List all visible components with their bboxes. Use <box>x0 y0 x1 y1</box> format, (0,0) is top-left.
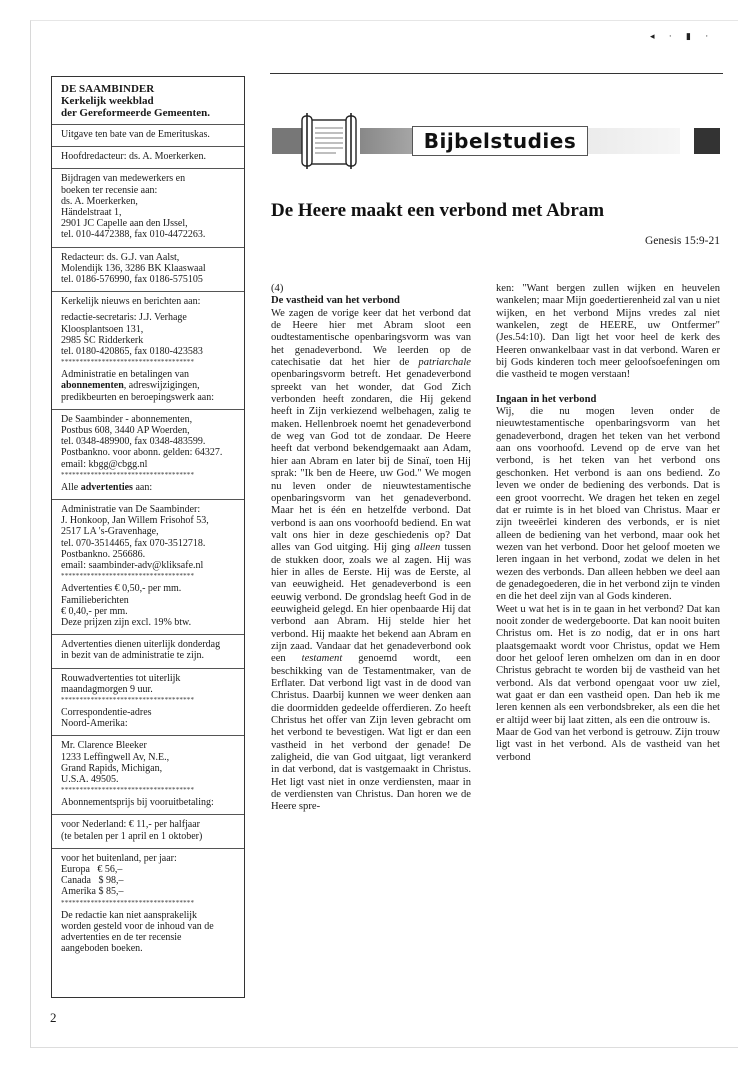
church-news-address: Kerkelijk nieuws en berichten aan: redactie-secretaris: J.J. Verhage Kloosplantsoen 131, 2985 SC Ridderkerk tel. 0180-420865, fax 0180-423583 <box>61 296 203 358</box>
article-column-1 <box>271 283 471 814</box>
scripture-reference: Genesis 15:9-21 <box>644 235 720 247</box>
administration-intro: Administratie en betalingen van abonnementen, adreswijzigingen, predikbeurten en beroepingswerk aan: <box>61 369 214 403</box>
administration-address: De Saambinder - abonnementen, Postbus 608, 3440 AP Woerden, tel. 0348-489900, fax 0348-483599. Postbankno. voor abonn. gelden: 64327. email: kbgg@cbgg.nl <box>61 413 223 470</box>
paragraph: Weet u wat het is in te gaan in het verbond? Dat kan nooit zonder de wedergeboorte. Dat kan nooit buiten Christus om. Het is zo nodig, dat er in ons hart plaatsgemaakt wordt voor Christus, opdat we Hem door het geloof leren omhelzen om dan in en door Christus gebracht te worden bij de vastheid van het verbond. Als dat verbond opengaat voor uw ziel, wat gaat er dan een vastheid open. Dan heb ik me leren kennen als een verbondsbreker, als een die het er altijd weer bij laat zitten, als een die ontrouw is. <box>496 603 720 726</box>
star-separator: ************************************ <box>61 572 195 581</box>
section-label: Bijbelstudies <box>412 126 588 156</box>
contributions-address: Bijdragen van medewerkers en boeken ter recensie aan: ds. A. Moerkerken, Händelstraat 1, 2901 JC Capelle aan den IJssel, tel. 010-4472388, fax 010-4472263. <box>61 173 206 241</box>
divider <box>52 848 244 849</box>
colophon-box <box>51 76 245 998</box>
subscription-heading: Abonnementsprijs bij vooruitbetaling: <box>61 797 214 809</box>
scroll-icon <box>296 112 362 170</box>
star-separator: ************************************ <box>61 695 195 704</box>
editor-address: Redacteur: ds. G.J. van Aalst, Molendijk 136, 3286 BK Klaaswaal tel. 0186-576990, fax 0186-575105 <box>61 251 206 286</box>
funeral-notice-deadline: Rouwadvertenties tot uiterlijk maandagmorgen 9 uur. <box>61 672 181 695</box>
divider <box>52 247 244 248</box>
article-column-2 <box>496 283 720 764</box>
advertising-address: Administratie van De Saambinder: J. Honkoop, Jan Willem Frisohof 53, 2517 LA 's-Gravenhage, tel. 070-3514465, fax 070-3512718. Postbankno. 256686. email: saambinder-adv@kliksafe.nl <box>61 504 209 572</box>
star-separator: ************************************ <box>61 358 195 367</box>
publisher-line: Uitgave ten bate van de Emerituskas. <box>61 129 210 140</box>
paragraph: Wij, die nu mogen leven onder de nieuwtestamentische openbaringsvorm van het genadeverbond, dragen het teken van het verbond aan ons voorhoofd. Levend op de erve van het verbond, is het teken van het verbond ons geschonken. Het verbond is aan ons bediend. Zo leven we onder de bediening des verbonds. Dat is een groot voorrecht. We dragen het teken en zegel dat er ruimte is in het bloed van Christus. Maar er zijn tweeërlei kinderen des verbonds, er is niet alleen de bediening van het verbond, maar ook het wezen van het verbond. Door het geloof moeten we leren ingaan in het verbond, zodat we delen in het wezen des verbonds. Dan alleen hebben we deel aan de genadegoederen, die in het verbond zijn te vinden en die het deel zijn van al Gods kinderen. <box>496 406 720 603</box>
subheading-ingaan: Ingaan in het verbond <box>496 393 597 405</box>
page-number: 2 <box>50 1010 57 1025</box>
advertising-intro: Alle advertenties aan: <box>61 481 153 493</box>
paragraph: ken: "Want bergen zullen wijken en heuvelen wankelen; maar Mijn goedertierenheid zal van u niet wijken, en het verbond Mijns vredes zal niet wankelen, zegt de HEERE, uw Ontfermer" (Jes.54:10). Dan ligt het voor heel de kerk des Heeren onwankelbaar vast in dat verbond. Waren er bij Gods kinderen toch meer geloofsoefeningen om die vastheid te mogen verstaan! <box>496 283 720 381</box>
star-separator: ************************************ <box>61 786 195 795</box>
divider <box>52 499 244 500</box>
divider <box>52 168 244 169</box>
divider <box>52 668 244 669</box>
star-separator: ************************************ <box>61 470 195 479</box>
divider <box>52 814 244 815</box>
divider <box>52 735 244 736</box>
subheading-vastheid: De vastheid van het verbond <box>271 295 400 307</box>
editor-in-chief: Hoofdredacteur: ds. A. Moerkerken. <box>61 151 206 163</box>
subscription-abroad: voor het buitenland, per jaar: Europa € 56,– Canada $ 98,– Amerika $ 85,– <box>61 852 177 898</box>
paragraph: We zagen de vorige keer dat het verbond dat de Heere hier met Abram sloot een oudtestamentische openbaringsvorm was van het genadeverbond. We leerden op de catechisatie dat het hier de patriarchale openbaringsvorm betreft. Het genadeverbond spreekt van het wonder, dat God Zich verbonden heeft zondaren, die Hij gekend heeft in Zijn verkiezend welbehagen, zalig te maken. Hellenbroek noemt het genadeverbond de weg van God tot de zondaar. De Heere heeft dat verbond bekendgemaakt aan Adam, hier aan Abram en later bij de Sinaï, toen Hij sprak: "Ik ben de Heere, uw God." We mogen nu leven onder de nieuwtestamentische openbaringsvorm van het genadeverbond. Maar het is één en hetzelfde verbond. Dat verbond is aan ons voorhoofd bediend. En wat valt ons hier in deze geschiedenis op? Dat alles van God uitging. Hij ging alleen tussen de stukken door, zoals we al zagen. Hij was hier in alles de Eerste. Hij was de Eerste, al van eeuwigheid. Het genadeverbond is een eeuwig verbond. De grondslag heeft God in de eeuwigheid gelegd. En hier openbaarde Hij dat verbond aan Abram. Hij stelde hier het verbond. Hij maakte het bekend aan Abram en zijn zaad. Vandaar dat het genadeverbond ook een testament genoemd wordt, een beschikking van de Testamentmaker, van de Erflater. Dat verbond ligt vast in de dood van Christus. Daarbij kunnen we weer denken aan die doormidden gedeelde offerdieren. Zo heeft Christus het offer van Zijn leven gebracht om het verbond te bevestigen. Wat ligt er dan een vastheid in het verbond der genade! De zaligheid, die van God uitgaat, ligt verankerd in dat verbond, dat is vastgemaakt in Christus. Het ligt vast niet in onze verdiensten, maar in de verdiensten van Christus. Dan horen we de Heere spre- <box>271 307 471 813</box>
header-rule <box>270 73 723 74</box>
advertising-deadline: Advertenties dienen uiterlijk donderdag in bezit van de administratie te zijn. <box>61 639 221 662</box>
divider <box>52 634 244 635</box>
star-separator: ************************************ <box>61 898 195 907</box>
section-banner <box>272 112 722 170</box>
north-america-address: Mr. Clarence Bleeker 1233 Leffingwell Av, N.E., Grand Rapids, Michigan, U.S.A. 49505. <box>61 740 170 785</box>
banner-bar-right <box>694 128 720 154</box>
divider <box>52 146 244 147</box>
article-part-number: (4) <box>271 283 284 294</box>
colophon-heading: DE SAAMBINDER Kerkelijk weekblad der Gereformeerde Gemeenten. <box>61 83 210 119</box>
divider <box>52 409 244 410</box>
paragraph: Maar de God van het verbond is getrouw. Zijn trouw ligt vast in het verbond. Als de vastheid van het verbond <box>496 727 720 763</box>
advertising-prices: Advertenties € 0,50,- per mm. Familieberichten € 0,40,- per mm. Deze prijzen zijn excl. 19% btw. <box>61 583 192 628</box>
subscription-netherlands: voor Nederland: € 11,- per halfjaar (te betalen per 1 april en 1 oktober) <box>61 819 203 842</box>
divider <box>52 291 244 292</box>
correspondence-heading: Correspondentie-adres Noord-Amerika: <box>61 706 152 730</box>
disclaimer: De redactie kan niet aansprakelijk worden gesteld voor de inhoud van de advertenties en de ter recensie aangeboden boeken. <box>61 909 214 955</box>
article-title: De Heere maakt een verbond met Abram <box>271 200 605 221</box>
corner-registration-marks: ◂ · ▮ · <box>650 31 715 41</box>
divider <box>52 124 244 125</box>
